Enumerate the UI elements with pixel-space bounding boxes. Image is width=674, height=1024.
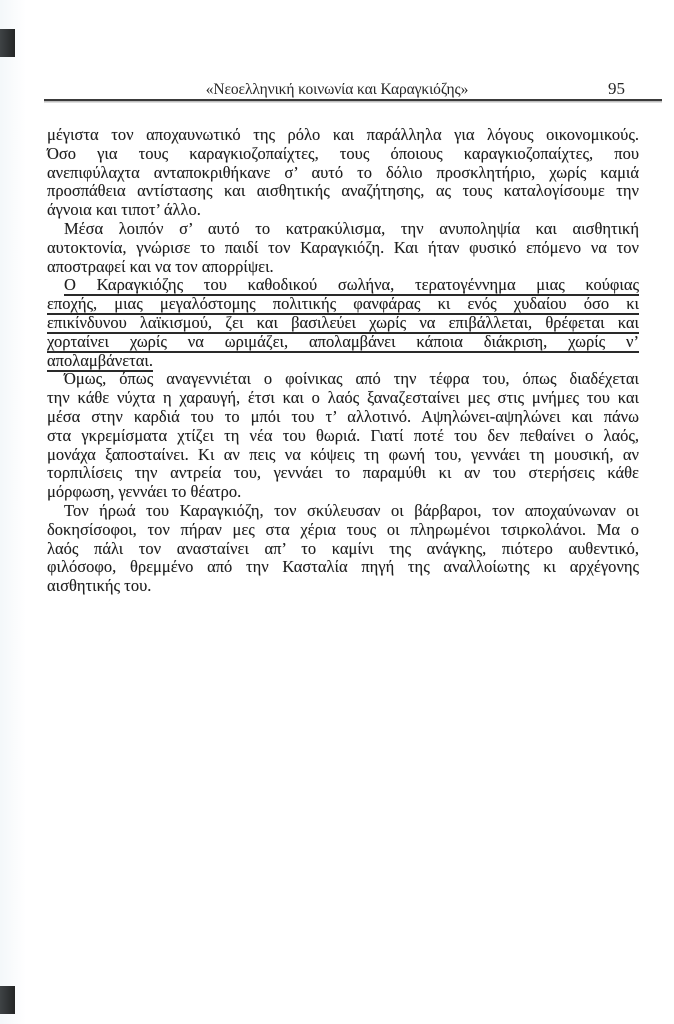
text: Όμως, όπως αναγεννιέται ο φοίνικας από την τέφρα του, όπως διαδέχεται (64, 369, 639, 389)
text: Μέσα λοιπόν σ’ αυτό το κατρακύλισμα, την ανυποληψία και αισθητική (64, 218, 639, 238)
running-header-title: «Νεοελληνική κοινωνία και Καραγκιόζης» (205, 81, 469, 98)
text: μέγιστα τον αποχαυνωτικό της ρόλο και παράλληλα για λόγους οικονομικούς. (47, 125, 639, 144)
text-line (47, 446, 639, 465)
text: Όσο για τους καραγκιοζοπαίχτες, τους όποιους καραγκιοζοπαίχτες, που (47, 143, 639, 163)
text-line (47, 483, 639, 502)
text: φιλόσοφο, θρεμμένο από την Κασταλία πηγή της αναλλοίωτης κι αρχέγονης (47, 557, 639, 577)
text-line (47, 164, 639, 183)
page-number: 95 (608, 79, 625, 98)
underlined-text: εποχής, μιας μεγαλόστομης πολιτικής φανφάρας κι ενός χυδαίου όσο κι (47, 294, 639, 314)
text-line (47, 220, 639, 239)
text-line (47, 408, 639, 427)
text: Τον ήρωά του Καραγκιόζη, τον σκύλευσαν οι βάρβαροι, τον αποχαύνωναν οι (64, 500, 639, 520)
text: αποστραφεί και να τον απορρίψει. (47, 256, 274, 276)
text-line (47, 521, 639, 540)
text: λαός πάλι τον ανασταίνει απ’ το καμίνι της ανάγκης, πιότερο αυθεντικό, (47, 538, 639, 558)
header-rule (44, 99, 662, 101)
text-line (47, 502, 639, 521)
text-line (47, 352, 639, 371)
text: τορπιλίσεις την αντρεία του, γεννάει το παραμύθι κι αν του στερήσεις κάθε (47, 463, 639, 483)
text: μέσα στην καρδιά του το μπόι του τ’ αλλοτινό. Αψηλώνει-αψηλώνει και πάνω (47, 406, 639, 426)
text: άγνοια και τιποτ’ άλλο. (47, 200, 201, 220)
text-line (47, 314, 639, 333)
text-line (47, 182, 639, 201)
text: προσπάθεια αντίστασης και αισθητικής αναζήτησης, ας τους καταλογίσουμε την (47, 181, 639, 201)
text-line (47, 370, 639, 389)
text-line (47, 427, 639, 446)
text: μόρφωση, γεννάει το θέατρο. (47, 482, 242, 502)
text: την κάθε νύχτα η χαραυγή, έτσι και ο λαός ξαναζεσταίνει μες στις μνήμες του και (47, 388, 639, 408)
text: ανεπιφύλαχτα ανταποκριθήκανε σ’ αυτό το δόλιο προσκλητήριο, χωρίς καμιά (47, 162, 639, 182)
text-line (47, 239, 639, 258)
underlined-text: επικίνδυνου λαϊκισμού, ζει και βασιλεύει χωρίς να επιβάλλεται, θρέφεται και (47, 312, 639, 332)
scan-edge-mark-bottom (0, 986, 15, 1014)
text-line (47, 145, 639, 164)
underlined-text: απολαμβάνεται. (47, 350, 153, 370)
text-line (47, 540, 639, 559)
text-line (47, 201, 639, 220)
scan-edge-mark-top (0, 29, 15, 57)
text: στα γκρεμίσματα χτίζει τη νέα του θωριά. Γιατί ποτέ του δεν πεθαίνει ο λαός, (47, 425, 639, 445)
text-line (47, 389, 639, 408)
text: αισθητικής του. (47, 576, 152, 596)
text-line (47, 258, 639, 277)
text-line (47, 295, 639, 314)
text-line (47, 126, 639, 145)
text-line (47, 276, 639, 295)
text-line (47, 464, 639, 483)
body-text (47, 126, 639, 596)
text: δοκησίσοφοι, τον πήραν μες στα χέρια τους οι πληρωμένοι τσιρκολάνοι. Μα ο (47, 519, 639, 539)
underlined-text: Ο Καραγκιόζης του καθοδικού σωλήνα, τερατογέννημα μιας κούφιας (64, 275, 639, 295)
text-line (47, 558, 639, 577)
text-line (47, 333, 639, 352)
text: αυτοκτονία, γνώρισε το παιδί τον Καραγκιόζη. Και ήταν φυσικό επόμενο να τον (47, 237, 639, 257)
text: μονάχα ξαποσταίνει. Κι αν πεις να κόψεις τη φωνή του, γεννάει τη μουσική, αν (47, 444, 639, 464)
underlined-text: χορταίνει χωρίς να ωριμάζει, απολαμβάνει κάποια διάκριση, χωρίς ν’ (47, 331, 639, 351)
text-line (47, 577, 639, 596)
